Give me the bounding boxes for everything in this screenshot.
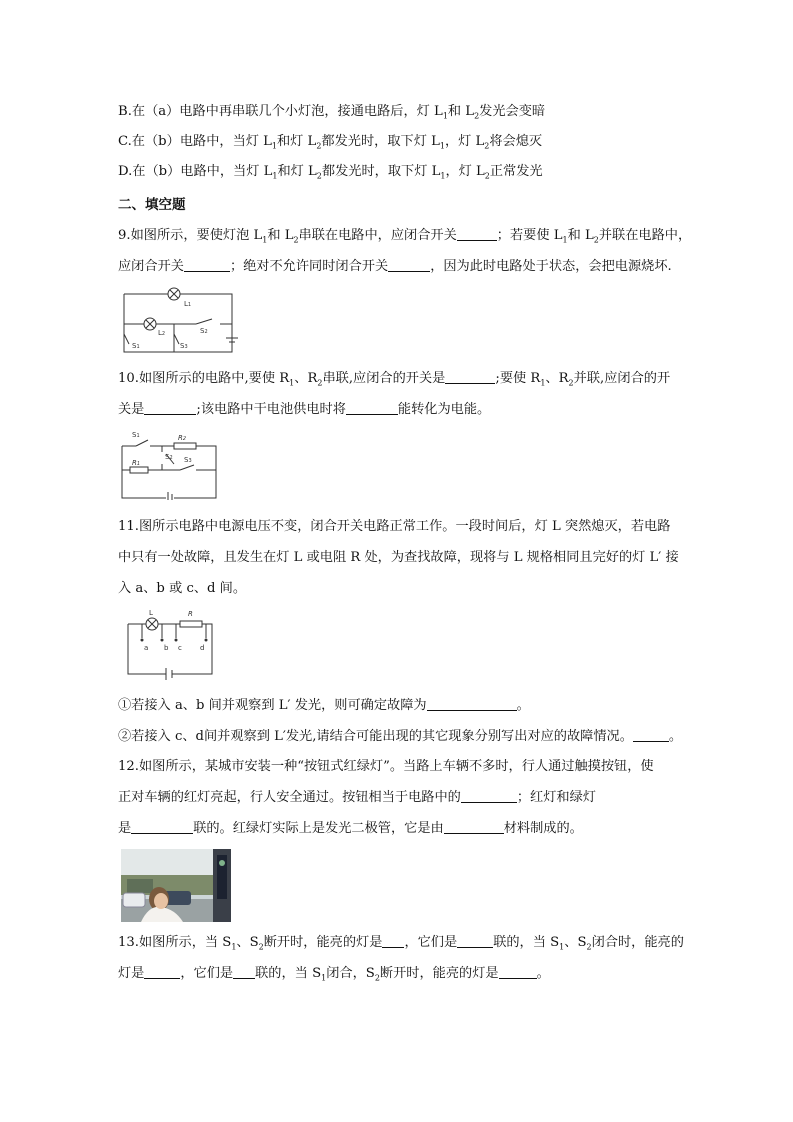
lamp-l2-icon [144, 318, 156, 330]
resistor-r-icon [180, 621, 202, 627]
resistor-r1-icon [130, 467, 148, 473]
q11-part1: ①若接入 a、b 间并观察到 L′ 发光，则可确定故障为 。 [118, 698, 530, 713]
q11-label-a: a [144, 644, 149, 652]
q10-line2: 关是 ;该电路中干电池供电时将 能转化为电能。 [118, 402, 491, 417]
q10-blank-2[interactable] [144, 402, 196, 415]
option-b: B.在（a）电路中再串联几个小灯泡，接通电路后，灯 $L_1$和 $L_2$发光会变暗 [118, 104, 546, 121]
option-c: C.在（b）电路中，当灯 $L_1$和灯 $L_2$都发光时，取下灯 $L_1$，灯 $L_2$将会熄灭 [118, 134, 543, 151]
q9-line2: 应闭合开关 ；绝对不允许同时闭合开关 ，因为此时电路处于状态，会把电源烧坏. [118, 259, 672, 274]
q10-label-s3: S3 [184, 456, 192, 464]
q13-blank-1[interactable] [382, 935, 404, 948]
q9-label-s2: S2 [200, 327, 208, 335]
q12-line2: 正对车辆的红灯亮起，行人安全通过。按钮相当于电路中的 ；红灯和绿灯 [118, 790, 596, 805]
q11-label-b: b [164, 644, 169, 652]
q9-blank-3[interactable] [388, 259, 430, 272]
traffic-light-photo [121, 849, 231, 922]
q11-line1: 11.图所示电路中电源电压不变，闭合开关电路正常工作。一段时间后，灯 L 突然熄灭，若电路 [118, 519, 671, 534]
q12-blank-3[interactable] [444, 821, 504, 834]
q13-line1: 13.如图所示，当 $S_1$、$S_2$断开时，能亮的灯是 ，它们是 联的，当 $S_1$、$S_2$闭合时，能亮的 [118, 935, 684, 952]
q10-circuit-diagram [118, 428, 218, 500]
q9-label-l1: L1 [184, 300, 192, 308]
q10-label-r1: R1 [132, 459, 141, 467]
q11-line2: 中只有一处故障，且发生在灯 L 或电阻 R 处，为查找故障，现将与 L 规格相同且完好的灯 L′ 接 [118, 550, 679, 565]
lamp-l1-icon [168, 288, 180, 300]
q10-blank-1[interactable] [445, 371, 495, 384]
q9-blank-2[interactable] [184, 259, 230, 272]
q11-part2: ②若接入 c、d间并观察到 L′发光,请结合可能出现的其它现象分别写出对应的故障情况。 。 [118, 729, 683, 744]
q12-line3: 是 联的。红绿灯实际上是发光二极管，它是由 材料制成的。 [118, 821, 583, 836]
option-d: D.在（b）电路中，当灯 $L_1$和灯 $L_2$都发光时，取下灯 $L_1$，灯 $L_2$正常发光 [118, 164, 543, 181]
q11-blank-1[interactable] [427, 698, 517, 711]
q11-circuit-diagram [124, 608, 216, 680]
q12-blank-2[interactable] [131, 821, 193, 834]
q9-label-s1: S1 [132, 342, 140, 350]
q11-label-c: c [178, 644, 182, 652]
q13-blank-5[interactable] [499, 966, 537, 979]
q12-blank-1[interactable] [461, 790, 517, 803]
q9-circuit-diagram [120, 286, 238, 360]
q10-label-s1: S1 [132, 431, 140, 439]
q10-label-s2: S2 [165, 453, 173, 461]
q9-label-l2: L2 [158, 329, 166, 337]
q10-blank-3[interactable] [346, 402, 398, 415]
q11-line3: 入 a、b 或 c、d 间。 [118, 581, 247, 596]
section-title: 二、填空题 [118, 197, 186, 213]
q9-label-s3: S3 [180, 342, 188, 350]
q10-line1: 10.如图所示的电路中,要使 $R_1$、$R_2$串联,应闭合的开关是 ;要使 $R_1$、$R_2$并联,应闭合的开 [118, 371, 671, 388]
q10-label-r2: R2 [178, 434, 187, 442]
q11-label-d: d [200, 644, 205, 652]
q9-blank-1[interactable] [457, 228, 497, 241]
resistor-r2-icon [174, 443, 196, 449]
q12-line1: 12.如图所示，某城市安装一种“按钮式红绿灯”。当路上车辆不多时，行人通过触摸按钮，使 [118, 759, 654, 774]
q11-blank-2[interactable] [633, 729, 669, 742]
q13-blank-2[interactable] [457, 935, 493, 948]
q11-label-r: R [188, 610, 193, 618]
q13-blank-4[interactable] [233, 966, 255, 979]
q11-label-l: L [149, 609, 153, 617]
q13-line2: 灯是 ，它们是 联的，当 $S_1$闭合，$S_2$断开时，能亮的灯是 。 [118, 966, 550, 983]
lamp-l-icon [146, 618, 158, 630]
q9-line1: 9.如图所示，要使灯泡 $L_1$和 $L_2$串联在电路中，应闭合开关 ；若要使 $L_1$和 $L_2$并联在电路中， [118, 228, 692, 245]
q13-blank-3[interactable] [144, 966, 180, 979]
